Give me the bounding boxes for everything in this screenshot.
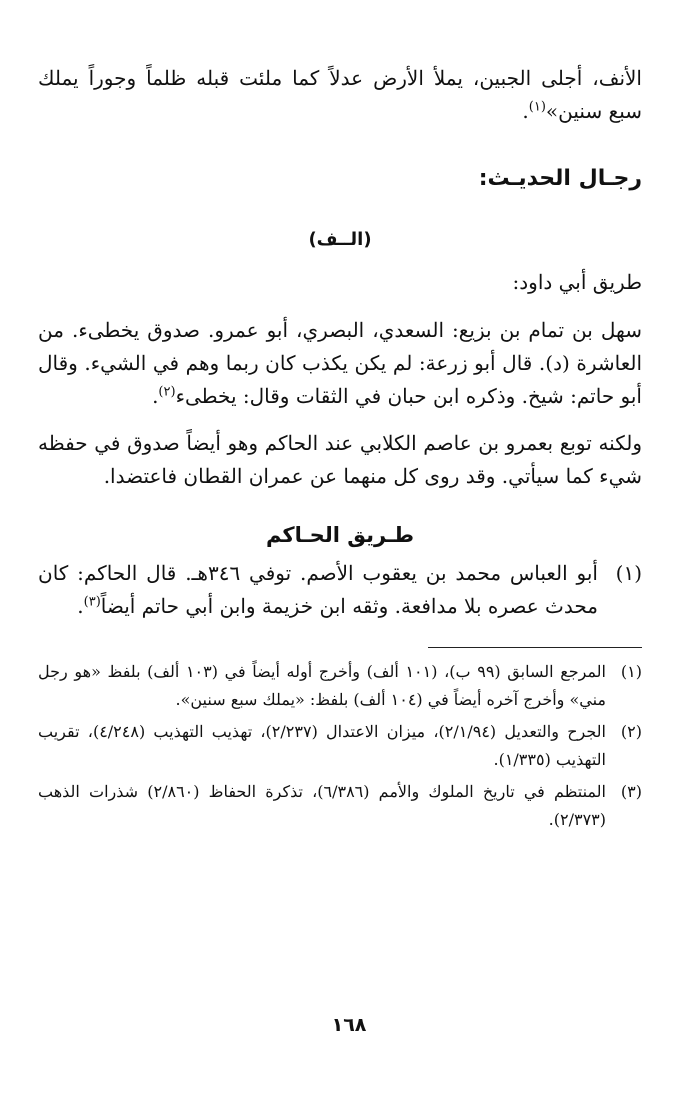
- intro-end: .: [522, 99, 529, 123]
- footnote-1: [38, 658, 642, 714]
- page-body: [38, 62, 642, 838]
- footnote-ref-2[interactable]: (٢): [158, 384, 176, 400]
- narrator-sahl-text: سهل بن تمام بن بزيع: السعدي، البصري، أبو عمرو. صدوق يخطىء. من العاشرة (د). قال أبو زرعة: لم يكن يكذب كان ربما وهم في الشيء. وقال أبو حاتم: شيخ. وذكره ابن حبان في الثقات وقال: يخطىء: [38, 318, 643, 408]
- footnote-text: المنتظم في تاريخ الملوك والأمم (٦/٣٨٦)، تذكرة الحفاظ (٢/٨٦٠) شذرات الذهب (٢/٣٧٣).: [38, 782, 606, 829]
- route-hakim-heading: طـريق الحـاكم: [265, 523, 415, 547]
- intro-text: الأنف، أجلى الجبين، يملأ الأرض عدلاً كما ملئت قبله ظلماً وجوراً يملك سبع سنين»: [38, 66, 642, 123]
- narrator-sahl-paragraph: [38, 314, 642, 413]
- footnote-text: الجرح والتعديل (٢/١/٩٤)، ميزان الاعتدال (٢/٢٣٧)، تهذيب التهذيب (٤/٢٤٨)، تقريب التهذيب (١/٣٣٥).: [38, 722, 607, 769]
- footnote-ref-3[interactable]: (٣): [83, 594, 101, 610]
- footnote-ref-1[interactable]: (١): [528, 99, 546, 115]
- footnote-number: (٢): [620, 722, 642, 741]
- footnotes: [38, 658, 642, 834]
- item-number: (١): [615, 561, 642, 585]
- hakim-item-1: [38, 557, 642, 623]
- item-text-body: أبو العباس محمد بن يعقوب الأصم. توفي ٣٤٦هـ. قال الحاكم: كان محدث عصره بلا مدافعة. وثقه ابن خزيمة وابن أبي حاتم أيضاً: [38, 561, 598, 618]
- footnote-number: (١): [620, 662, 642, 681]
- section-heading-hadith-men: رجـال الحديـث:: [478, 166, 642, 191]
- intro-paragraph: [38, 62, 642, 128]
- footnote-number: (٣): [620, 782, 642, 801]
- item-text: [38, 557, 598, 623]
- sub-heading-alif: (الــف): [308, 229, 372, 250]
- footnote-2: [38, 718, 642, 774]
- item-text-end: .: [77, 594, 84, 618]
- footnote-3: [38, 778, 642, 834]
- narrator-sahl-end: .: [152, 384, 159, 408]
- footnote-separator: [428, 647, 642, 648]
- route-abu-dawud: طريق أبي داود:: [512, 270, 642, 294]
- support-paragraph: ولكنه توبع بعمرو بن عاصم الكلابي عند الحاكم وهو أيضاً صدوق في حفظه شيء كما سيأتي. وقد روى كل منهما عن عمران القطان فاعتضدا.: [38, 431, 642, 488]
- page-number: ١٦٨: [331, 1014, 367, 1036]
- footnote-text: المرجع السابق (٩٩ ب)، (١٠١ ألف) وأخرج أوله أيضاً في (١٠٣ ألف) بلفظ «هو رجل مني» وأخرج آخره أيضاً في (١٠٤ ألف) بلفظ: «يملك سبع سنين».: [38, 662, 607, 709]
